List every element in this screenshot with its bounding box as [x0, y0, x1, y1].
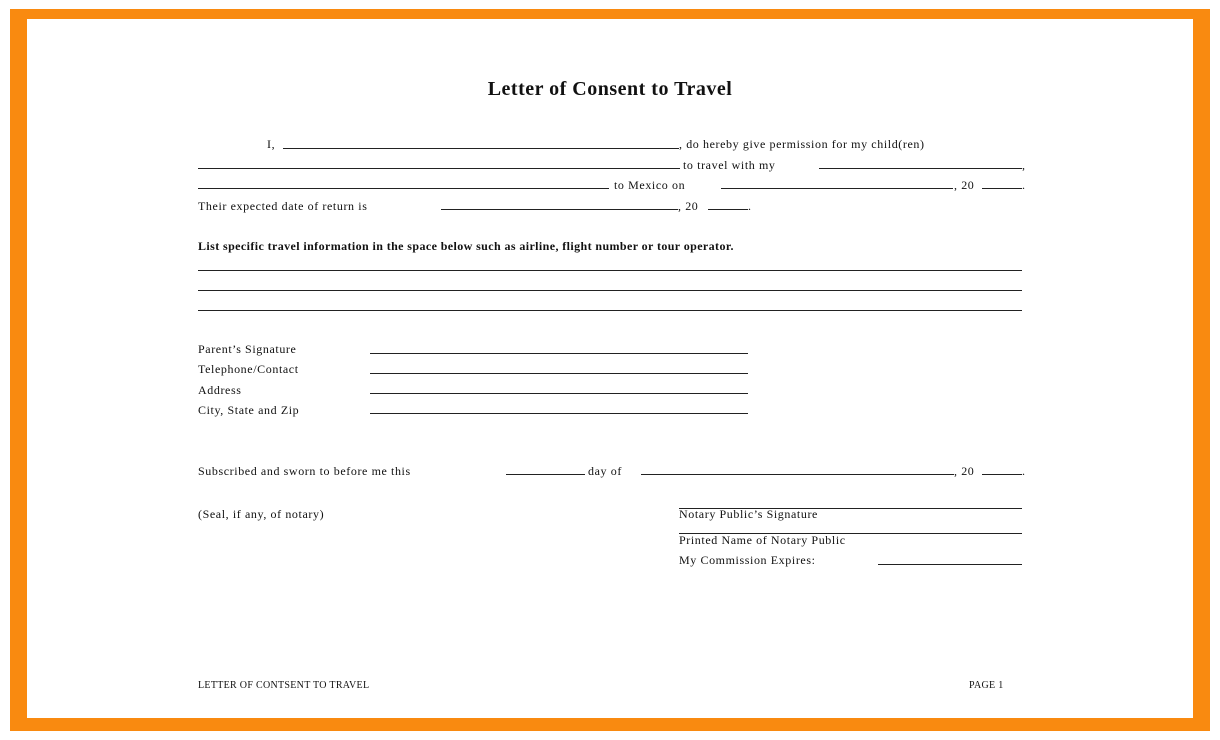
notary-printed-name-label: Printed Name of Notary Public: [679, 533, 846, 547]
sworn-period: .: [1022, 464, 1026, 478]
sworn-year-line[interactable]: [982, 474, 1022, 475]
period-1: .: [1022, 178, 1026, 192]
departure-date-line[interactable]: [721, 188, 953, 189]
address-line[interactable]: [370, 393, 748, 394]
city-state-zip-label: City, State and Zip: [198, 403, 300, 417]
permission-text: , do hereby give permission for my child(ren): [679, 137, 925, 151]
companion-line[interactable]: [819, 168, 1022, 169]
to-travel-with-text: to travel with my: [683, 158, 776, 172]
sworn-day-line[interactable]: [506, 474, 585, 475]
city-state-zip-line[interactable]: [370, 413, 748, 414]
commission-expires-label: My Commission Expires:: [679, 553, 816, 567]
parent-name-line[interactable]: [283, 148, 679, 149]
commission-expires-line[interactable]: [878, 564, 1022, 565]
return-date-line[interactable]: [441, 209, 678, 210]
sworn-month-line[interactable]: [641, 474, 954, 475]
sworn-year-prefix: , 20: [954, 464, 975, 478]
period-2: .: [748, 199, 752, 213]
notary-signature-label: Notary Public’s Signature: [679, 507, 818, 521]
year-prefix-2: , 20: [678, 199, 699, 213]
notary-seal-label: (Seal, if any, of notary): [198, 507, 325, 521]
travel-info-line[interactable]: [198, 310, 1022, 311]
destination-detail-line[interactable]: [198, 188, 609, 189]
travel-info-line[interactable]: [198, 270, 1022, 271]
i-label: I,: [267, 137, 276, 151]
return-date-label: Their expected date of return is: [198, 199, 368, 213]
year-prefix-1: , 20: [954, 178, 975, 192]
travel-info-line[interactable]: [198, 290, 1022, 291]
footer-document-name: LETTER OF CONTSENT TO TRAVEL: [198, 680, 370, 691]
return-year-line[interactable]: [708, 209, 748, 210]
parent-signature-label: Parent’s Signature: [198, 342, 297, 356]
to-mexico-on-text: to Mexico on: [614, 178, 686, 192]
travel-info-instruction: List specific travel information in the space below such as airline, flight number or tour operator.: [198, 239, 734, 253]
address-label: Address: [198, 383, 242, 397]
telephone-label: Telephone/Contact: [198, 362, 299, 376]
departure-year-line[interactable]: [982, 188, 1022, 189]
document-title: Letter of Consent to Travel: [487, 78, 733, 100]
sworn-text: Subscribed and sworn to before me this: [198, 464, 411, 478]
telephone-line[interactable]: [370, 373, 748, 374]
parent-signature-line[interactable]: [370, 353, 748, 354]
children-names-line[interactable]: [198, 168, 680, 169]
comma-text: ,: [1022, 158, 1026, 172]
footer-page-number: PAGE 1: [969, 680, 1004, 691]
day-of-text: day of: [588, 464, 622, 478]
